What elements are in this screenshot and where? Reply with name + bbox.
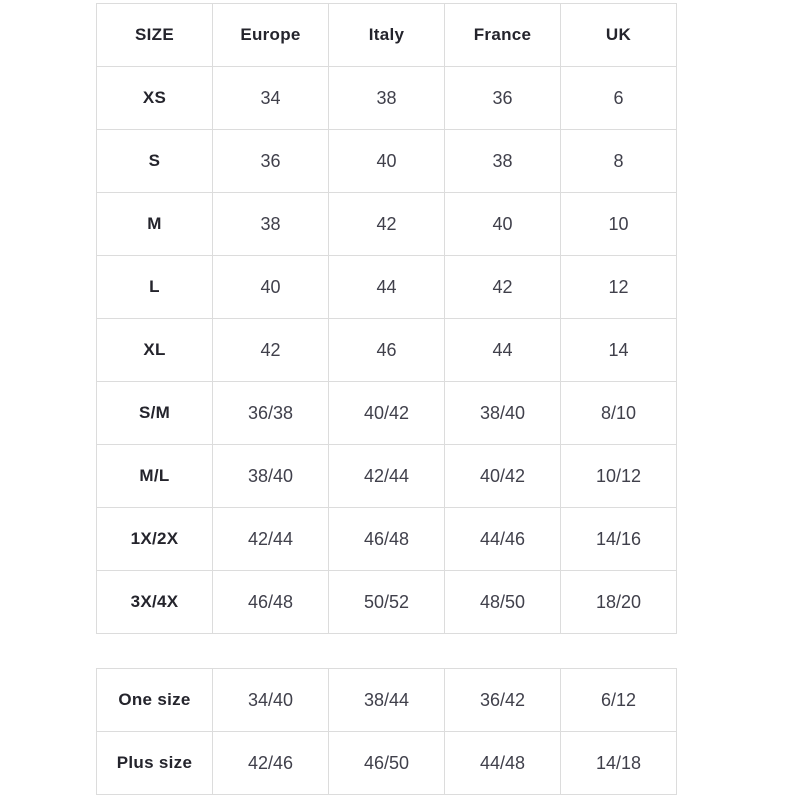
cell-italy: 50/52 <box>329 571 445 634</box>
row-label-m-l: M/L <box>97 445 213 508</box>
cell-europe: 38 <box>213 193 329 256</box>
cell-italy: 38/44 <box>329 669 445 732</box>
cell-uk: 10 <box>561 193 677 256</box>
column-header-italy: Italy <box>329 4 445 67</box>
cell-italy: 38 <box>329 67 445 130</box>
row-label-xs: XS <box>97 67 213 130</box>
cell-europe: 42/46 <box>213 732 329 795</box>
row-label-xl: XL <box>97 319 213 382</box>
cell-france: 48/50 <box>445 571 561 634</box>
cell-uk: 8/10 <box>561 382 677 445</box>
table-row <box>97 445 677 508</box>
cell-europe: 42 <box>213 319 329 382</box>
cell-italy: 46 <box>329 319 445 382</box>
cell-uk: 18/20 <box>561 571 677 634</box>
cell-uk: 14/18 <box>561 732 677 795</box>
cell-europe: 34/40 <box>213 669 329 732</box>
table-row <box>97 732 677 795</box>
cell-france: 36/42 <box>445 669 561 732</box>
table-row <box>97 669 677 732</box>
cell-uk: 8 <box>561 130 677 193</box>
cell-italy: 42/44 <box>329 445 445 508</box>
table-row <box>97 571 677 634</box>
cell-france: 38/40 <box>445 382 561 445</box>
row-label-m: M <box>97 193 213 256</box>
cell-europe: 40 <box>213 256 329 319</box>
row-label-s: S <box>97 130 213 193</box>
table-row <box>97 319 677 382</box>
column-header-europe: Europe <box>213 4 329 67</box>
cell-italy: 40/42 <box>329 382 445 445</box>
column-header-france: France <box>445 4 561 67</box>
cell-france: 38 <box>445 130 561 193</box>
cell-france: 42 <box>445 256 561 319</box>
cell-italy: 46/50 <box>329 732 445 795</box>
table-row <box>97 193 677 256</box>
cell-europe: 38/40 <box>213 445 329 508</box>
row-label-plus-size: Plus size <box>97 732 213 795</box>
table-row <box>97 256 677 319</box>
cell-italy: 46/48 <box>329 508 445 571</box>
cell-uk: 6 <box>561 67 677 130</box>
cell-europe: 36 <box>213 130 329 193</box>
cell-uk: 12 <box>561 256 677 319</box>
cell-france: 44/48 <box>445 732 561 795</box>
table-row <box>97 67 677 130</box>
cell-europe: 42/44 <box>213 508 329 571</box>
cell-italy: 44 <box>329 256 445 319</box>
table-row <box>97 130 677 193</box>
row-label-1x-2x: 1X/2X <box>97 508 213 571</box>
row-label-l: L <box>97 256 213 319</box>
row-label-s-m: S/M <box>97 382 213 445</box>
column-header-size: SIZE <box>97 4 213 67</box>
column-header-uk: UK <box>561 4 677 67</box>
table-row <box>97 508 677 571</box>
cell-france: 44 <box>445 319 561 382</box>
row-label-3x-4x: 3X/4X <box>97 571 213 634</box>
cell-italy: 42 <box>329 193 445 256</box>
special-sizes-table <box>96 668 677 795</box>
cell-france: 44/46 <box>445 508 561 571</box>
cell-europe: 46/48 <box>213 571 329 634</box>
row-label-one-size: One size <box>97 669 213 732</box>
cell-france: 40 <box>445 193 561 256</box>
table-header-row <box>97 4 677 67</box>
cell-uk: 10/12 <box>561 445 677 508</box>
cell-italy: 40 <box>329 130 445 193</box>
size-conversion-table <box>96 3 677 634</box>
cell-europe: 34 <box>213 67 329 130</box>
cell-europe: 36/38 <box>213 382 329 445</box>
cell-uk: 14 <box>561 319 677 382</box>
table-row <box>97 382 677 445</box>
cell-uk: 14/16 <box>561 508 677 571</box>
cell-france: 36 <box>445 67 561 130</box>
cell-uk: 6/12 <box>561 669 677 732</box>
cell-france: 40/42 <box>445 445 561 508</box>
